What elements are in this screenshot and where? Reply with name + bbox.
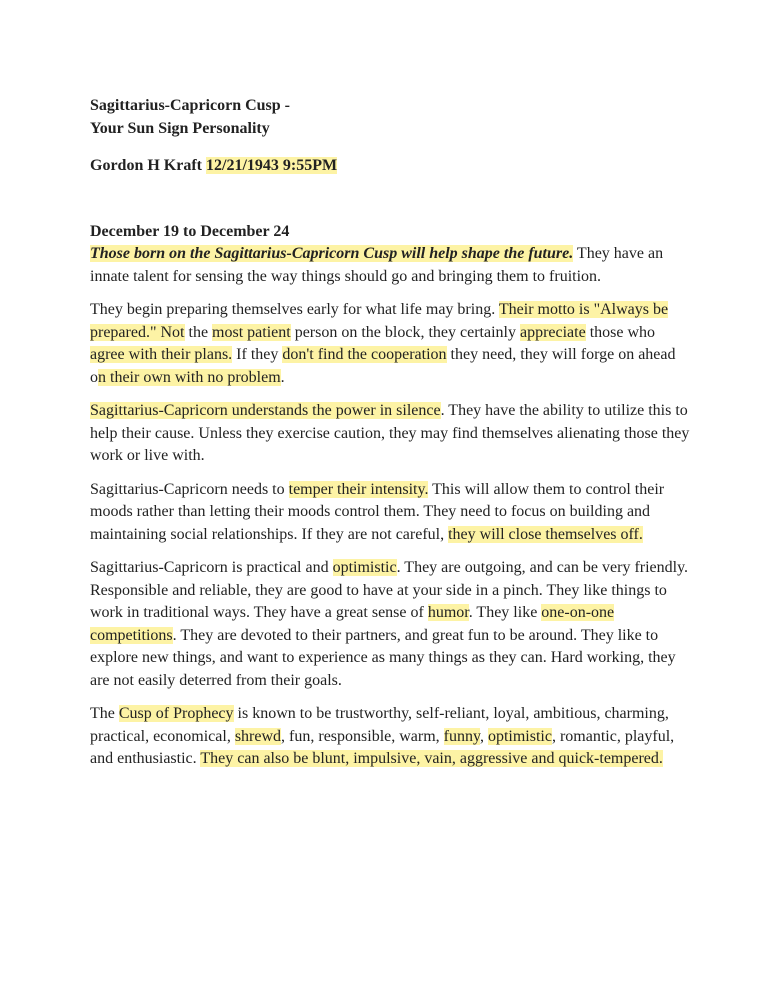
text-segment: They begin preparing themselves early for what life may bring. (90, 301, 499, 318)
paragraph-5 (90, 557, 690, 692)
paragraph-3 (90, 400, 690, 468)
text-segment: , (479, 727, 488, 745)
highlighted-text: one-on-one competitions (90, 604, 615, 644)
text-segment: they need, they will forge on ahead o (90, 346, 676, 386)
body-text (90, 243, 690, 771)
highlighted-text: most patient (212, 323, 291, 341)
text-segment: If they (232, 346, 283, 363)
author-line (90, 155, 690, 178)
text-segment: person on the block, they certainly (290, 323, 520, 341)
title-line-2: Your Sun Sign Personality (90, 119, 270, 137)
text-segment: . (280, 368, 285, 386)
document-page (90, 95, 690, 782)
title-line-1: Sagittarius-Capricorn Cusp - (90, 97, 291, 114)
highlighted-text: shrewd (234, 727, 282, 745)
page-title (90, 95, 690, 140)
highlighted-text: n their own with no problem (98, 368, 281, 386)
birth-datetime: 12/21/1943 9:55PM (206, 157, 338, 174)
highlighted-text: they will close themselves off. (448, 525, 643, 543)
paragraph-2 (90, 299, 690, 389)
highlighted-text: Their motto is "Always be prepared." Not (90, 301, 669, 341)
highlighted-text: optimistic (487, 727, 552, 745)
highlighted-text: funny (443, 727, 480, 745)
text-segment: . They are devoted to their partners, and great fun to be around. They like to explore new things, and want to experience as many things as they can. Hard working, they are not easily deterred from their goals. (90, 626, 676, 689)
text-segment: , fun, responsible, warm, (281, 727, 444, 745)
highlighted-text: temper their intensity. (288, 480, 429, 498)
text-segment: , romantic, playful, and enthusiastic. (90, 727, 675, 767)
text-segment: is known to be trustworthy, self-reliant, loyal, ambitious, charming, practical, economical, (90, 705, 669, 745)
paragraph-1 (90, 243, 690, 288)
text-segment: . They are outgoing, and can be very friendly. Responsible and reliable, they are good to have at your side in a pinch. They like things to work in traditional ways. They have a great sense of (90, 559, 689, 621)
highlighted-text: humor (427, 604, 469, 621)
author-name: Gordon H Kraft (90, 157, 202, 174)
paragraph-6 (90, 703, 690, 771)
date-range: December 19 to December 24 (90, 222, 290, 240)
text-segment: the (184, 323, 213, 341)
highlighted-text: don't find the cooperation (282, 346, 447, 363)
highlighted-text: Sagittarius-Capricorn understands the power in silence (90, 402, 441, 419)
text-segment: This will allow them to control their moods rather than letting their moods control them. They need to focus on building and maintaining social relationships. If they are not careful, (90, 480, 665, 543)
text-segment: Sagittarius-Capricorn needs to (90, 480, 289, 498)
highlighted-text: They can also be blunt, impulsive, vain, aggressive and quick-tempered. (200, 750, 663, 767)
highlighted-text: agree with their plans. (90, 346, 233, 363)
text-segment: They have an innate talent for sensing the way things should go and bringing them to fruition. (90, 245, 664, 285)
text-segment: . They have the ability to utilize this to help their cause. Unless they exercise caution, they may find themselves alienating those they work or live with. (90, 402, 690, 464)
text-segment: those who (585, 323, 656, 341)
highlighted-text: optimistic (332, 559, 397, 576)
highlighted-text: Those born on the Sagittarius-Capricorn Cusp will help shape the future. (90, 245, 574, 262)
text-segment: . They like (468, 604, 542, 621)
text-segment: Sagittarius-Capricorn is practical and (90, 559, 333, 576)
highlighted-text: appreciate (519, 323, 586, 341)
highlighted-text: Cusp of Prophecy (118, 705, 234, 722)
text-segment: The (90, 705, 119, 722)
paragraph-4 (90, 479, 690, 547)
